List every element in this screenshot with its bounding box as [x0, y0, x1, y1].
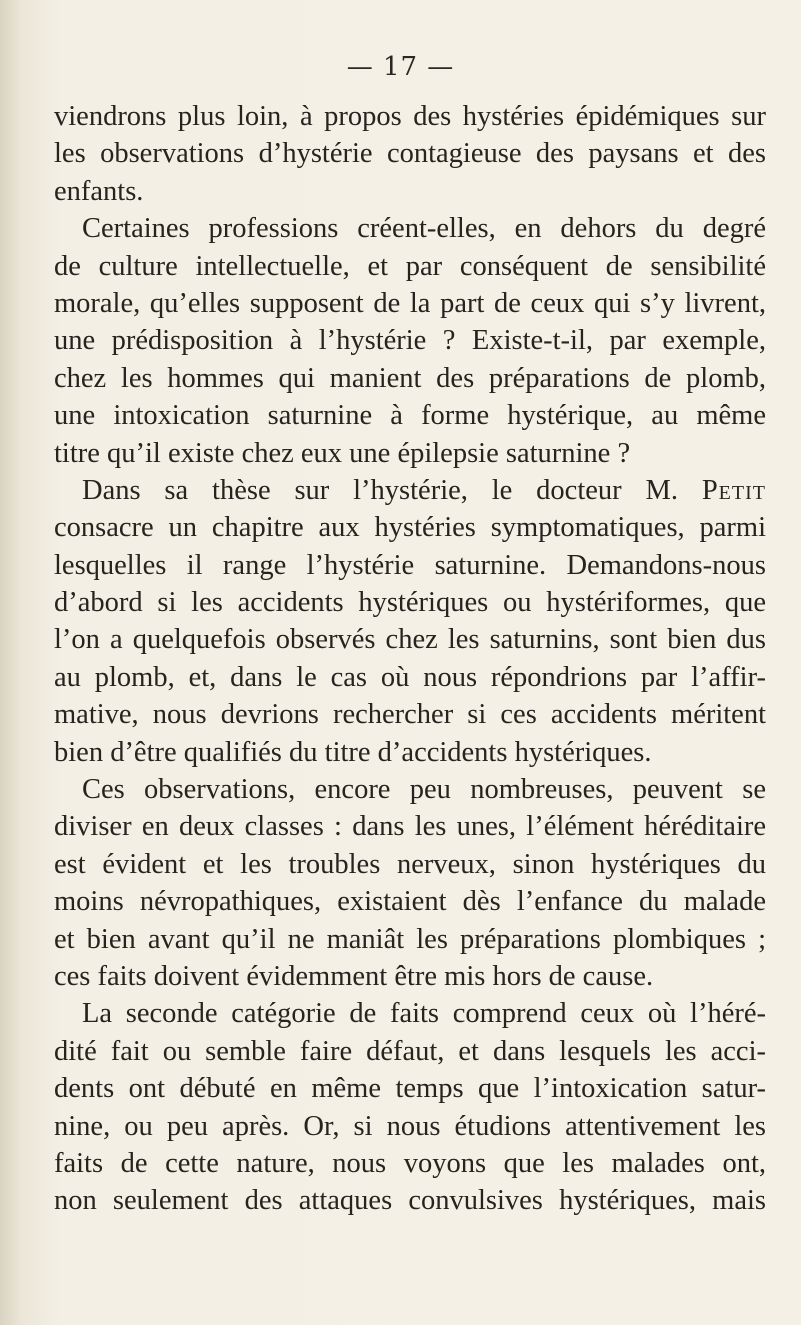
text-line: les observations d’hystérie contagieuse des paysans et des [54, 138, 766, 170]
text-line: titre qu’il existe chez eux une épilepsie saturnine ? [54, 437, 631, 469]
text-line: La seconde catégorie de faits comprend ceux où l’héré- [82, 998, 766, 1030]
text-line: et bien avant qu’il ne maniât les préparations plombiques ; [54, 923, 766, 955]
text-line: d’abord si les accidents hystériques ou hystériformes, que [54, 587, 766, 619]
text-line-main: Dans sa thèse sur l’hystérie, le docteur M. [82, 474, 678, 506]
text-line: morale, qu’elles supposent de la part de ceux qui s’y livrent, [54, 287, 766, 319]
text-line: moins névropathiques, existaient dès l’enfance du malade [54, 886, 766, 918]
text-line: ces faits doivent évidemment être mis hors de cause. [54, 960, 654, 992]
text-line: Ces observations, encore peu nombreuses, peuvent se [82, 774, 766, 806]
text-line: viendrons plus loin, à propos des hystéries épidémiques sur [54, 101, 766, 132]
text-line: l’on a quelquefois observés chez les saturnins, sont bien dus [54, 624, 766, 656]
text-line: lesquelles il range l’hystérie saturnine. Demandons-nous [54, 549, 766, 581]
text-line: bien d’être qualifiés du titre d’accidents hystériques. [54, 736, 652, 768]
text-line: au plomb, et, dans le cas où nous répondrions par l’affir- [54, 661, 766, 693]
text-line: faits de cette nature, nous voyons que les malades ont, [54, 1147, 766, 1179]
text-line: nine, ou peu après. Or, si nous étudions attentivement les [54, 1110, 766, 1142]
text-line: de culture intellectuelle, et par conséquent de sensibilité [54, 250, 766, 282]
page-number: — 17 — [346, 52, 455, 82]
text-line: une prédisposition à l’hystérie ? Existe-t-il, par exemple, [54, 325, 766, 357]
text-line: Certaines professions créent-elles, en dehors du degré [82, 213, 766, 245]
text-line: dité fait ou semble faire défaut, et dans lesquels les acci- [54, 1035, 766, 1067]
text-line: diviser en deux classes : dans les unes, l’élément héréditaire [54, 811, 766, 843]
text-line: dents ont débuté en même temps que l’intoxication satur- [54, 1073, 766, 1105]
author-name: Petit [701, 474, 766, 506]
text-line: enfants. [54, 175, 144, 207]
text-line [54, 472, 766, 509]
text-line: non seulement des attaques convulsives hystériques, mais [54, 1185, 766, 1217]
body-text [54, 98, 766, 1220]
text-line: mative, nous devrions rechercher si ces accidents méritent [54, 699, 766, 731]
text-line: une intoxication saturnine à forme hystérique, au même [54, 400, 766, 432]
text-line: chez les hommes qui manient des préparations de plomb, [54, 362, 766, 394]
text-line: consacre un chapitre aux hystéries symptomatiques, parmi [54, 512, 766, 544]
text-line: est évident et les troubles nerveux, sinon hystériques du [54, 848, 766, 880]
